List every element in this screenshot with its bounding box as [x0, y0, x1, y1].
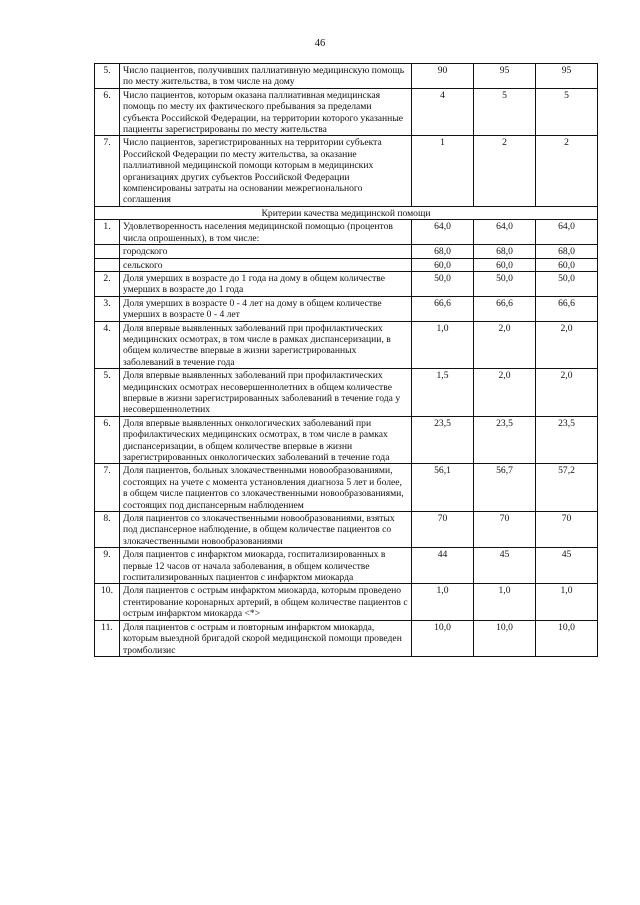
row-text: Удовлетворенность населения медицинской помощью (процентов числа опрошенных), в том числе:: [120, 220, 412, 245]
row-value-2: 56,7: [474, 464, 536, 512]
row-number: 6.: [95, 416, 120, 464]
row-text: Число пациентов, зарегистрированных на территории субъекта Российской Федерации по месту жительства, за оказание паллиативной медицинской помощи которым в медицинских организациях других субъектов Российской Федерации компенсированы затраты на основании межрегионального соглашения: [120, 136, 412, 206]
row-value-2: 64,0: [474, 220, 536, 245]
row-value-2: 2,0: [474, 369, 536, 417]
row-text: Доля пациентов, больных злокачественными новообразованиями, состоящих на учете с момента установления диагноза 5 лет и более, в общем числе пациентов со злокачественными новообразованиями, состоящих под диспансерным наблюдением: [120, 464, 412, 512]
row-text: Число пациентов, которым оказана паллиативная медицинская помощь по месту их фактического пребывания за пределами субъекта Российской Федерации, на территории которого указанные пациенты зарегистрированы по месту жительства: [120, 88, 412, 136]
row-value-1: 50,0: [412, 271, 474, 296]
subrow-value-3: 60,0: [536, 258, 598, 271]
row-value-2: 45: [474, 548, 536, 584]
row-value-1: 10,0: [412, 620, 474, 656]
row-value-1: 1: [412, 136, 474, 206]
page-number: 46: [314, 38, 326, 49]
row-value-3: 23,5: [536, 416, 598, 464]
row-number: 5.: [95, 369, 120, 417]
row-text: Доля пациентов с инфарктом миокарда, госпитализированных в первые 12 часов от начала заболевания, в общем количестве госпитализированных пациентов с инфарктом миокарда: [120, 548, 412, 584]
row-number: 10.: [95, 584, 120, 620]
subrow-value-2: 60,0: [474, 258, 536, 271]
row-text: Доля пациентов с острым инфарктом миокарда, которым проведено стентирование коронарных артерий, в общем количестве пациентов с острым инфарктом миокарда <*>: [120, 584, 412, 620]
table-row: [95, 296, 598, 321]
row-value-2: 66,6: [474, 296, 536, 321]
row-value-1: 70: [412, 512, 474, 548]
table-subrow: [95, 245, 598, 258]
row-number: 3.: [95, 296, 120, 321]
row-value-3: 2,0: [536, 369, 598, 417]
row-value-1: 4: [412, 88, 474, 136]
row-number: 5.: [95, 64, 120, 89]
row-number: 11.: [95, 620, 120, 656]
table-row: [95, 321, 598, 369]
row-value-3: 64,0: [536, 220, 598, 245]
row-value-2: 2: [474, 136, 536, 206]
table-body-top: [95, 64, 598, 207]
row-value-2: 70: [474, 512, 536, 548]
subrow-text: сельского: [120, 258, 412, 271]
table-subrow: [95, 258, 598, 271]
row-value-3: 5: [536, 88, 598, 136]
subrow-value-2: 68,0: [474, 245, 536, 258]
row-value-2: 50,0: [474, 271, 536, 296]
subrow-text: городского: [120, 245, 412, 258]
row-value-1: 23,5: [412, 416, 474, 464]
subrow-value-3: 68,0: [536, 245, 598, 258]
row-value-1: 56,1: [412, 464, 474, 512]
row-text: Доля впервые выявленных онкологических заболеваний при профилактических медицинских осмотрах, в том числе в рамках диспансеризации, в общем количестве впервые в жизни зарегистрированных онкологических заболеваний в течение года: [120, 416, 412, 464]
row-value-1: 1,0: [412, 321, 474, 369]
table-row: [95, 584, 598, 620]
row-text: Доля пациентов со злокачественными новообразованиями, взятых под диспансерное наблюдение, в общем количестве пациентов со злокачественными новообразованиями: [120, 512, 412, 548]
row-value-3: 10,0: [536, 620, 598, 656]
row-number: 8.: [95, 512, 120, 548]
row-number: 4.: [95, 321, 120, 369]
row-value-2: 23,5: [474, 416, 536, 464]
row-value-3: 70: [536, 512, 598, 548]
section-title: Критерии качества медицинской помощи: [95, 206, 598, 219]
row-number: 1.: [95, 220, 120, 245]
table-row: [95, 416, 598, 464]
row-text: Доля впервые выявленных заболеваний при профилактических медицинских осмотрах, в том числе в рамках диспансеризации, в общем количестве впервые в жизни зарегистрированных заболеваний в течение года: [120, 321, 412, 369]
row-text: Доля умерших в возрасте до 1 года на дому в общем количестве умерших в возрасте до 1 года: [120, 271, 412, 296]
section-header-group: [95, 206, 598, 219]
row-value-1: 90: [412, 64, 474, 89]
subrow-value-1: 68,0: [412, 245, 474, 258]
table-row: [95, 512, 598, 548]
row-text: Доля умерших в возрасте 0 - 4 лет на дому в общем количестве умерших в возрасте 0 - 4 лет: [120, 296, 412, 321]
table-row: [95, 369, 598, 417]
row-number-empty: [95, 258, 120, 271]
row-value-3: 1,0: [536, 584, 598, 620]
section-header-row: [95, 206, 598, 219]
row-number: 7.: [95, 136, 120, 206]
table-row: [95, 88, 598, 136]
row-value-2: 5: [474, 88, 536, 136]
table-row: [95, 220, 598, 245]
row-value-1: 44: [412, 548, 474, 584]
row-value-2: 10,0: [474, 620, 536, 656]
row-text: Доля пациентов с острым и повторным инфарктом миокарда, которым выездной бригадой скорой медицинской помощи проведен тромболизис: [120, 620, 412, 656]
row-value-2: 95: [474, 64, 536, 89]
row-value-3: 2: [536, 136, 598, 206]
row-text: Число пациентов, получивших паллиативную медицинскую помощь по месту жительства, в том числе на дому: [120, 64, 412, 89]
table-body-bottom: [95, 271, 598, 656]
row-value-1: 1,0: [412, 584, 474, 620]
row-number: 7.: [95, 464, 120, 512]
table-row: [95, 64, 598, 89]
subrow-value-1: 60,0: [412, 258, 474, 271]
row-value-3: 57,2: [536, 464, 598, 512]
satisfaction-group: [95, 220, 598, 272]
table-row: [95, 271, 598, 296]
criteria-table: [94, 63, 598, 657]
row-value-2: 1,0: [474, 584, 536, 620]
table-row: [95, 620, 598, 656]
row-value-3: 50,0: [536, 271, 598, 296]
table-row: [95, 136, 598, 206]
row-text: Доля впервые выявленных заболеваний при профилактических медицинских осмотрах несовершеннолетних в общем количестве впервые в жизни зарегистрированных заболеваний в течение года у несовершеннолетних: [120, 369, 412, 417]
table-row: [95, 548, 598, 584]
row-number-empty: [95, 245, 120, 258]
row-value-2: 2,0: [474, 321, 536, 369]
row-value-1: 64,0: [412, 220, 474, 245]
row-value-3: 2,0: [536, 321, 598, 369]
table-row: [95, 464, 598, 512]
row-value-3: 66,6: [536, 296, 598, 321]
row-value-1: 1,5: [412, 369, 474, 417]
row-number: 9.: [95, 548, 120, 584]
row-value-3: 95: [536, 64, 598, 89]
row-number: 6.: [95, 88, 120, 136]
row-number: 2.: [95, 271, 120, 296]
row-value-3: 45: [536, 548, 598, 584]
row-value-1: 66,6: [412, 296, 474, 321]
